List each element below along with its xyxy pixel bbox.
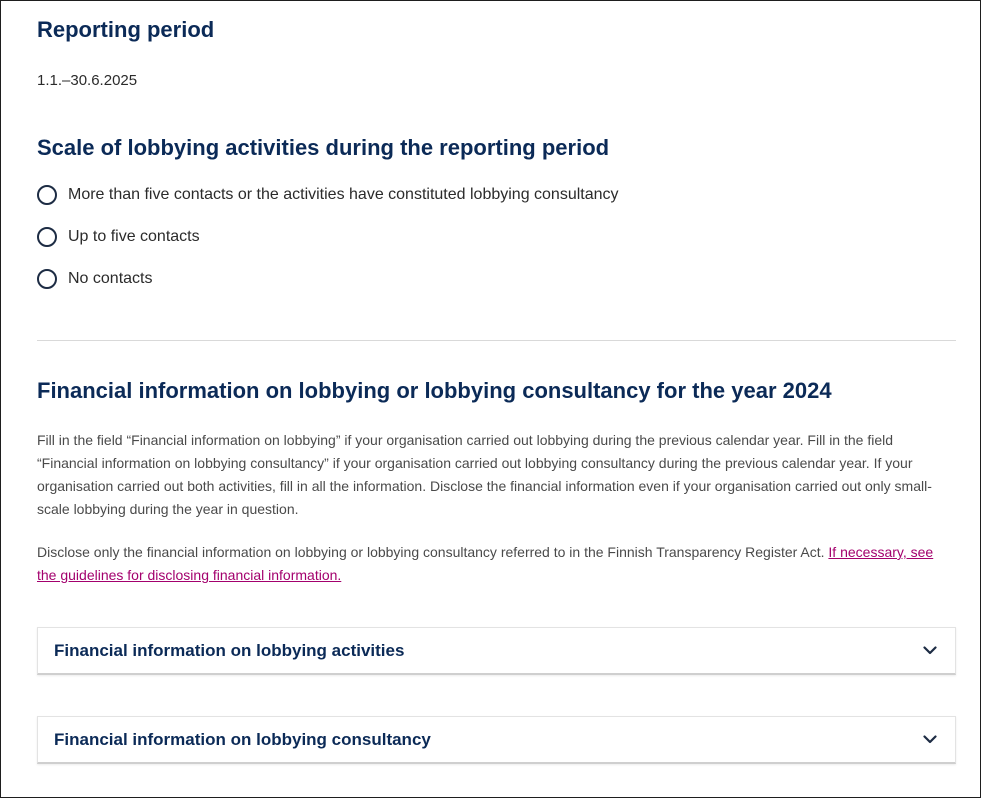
radio-option-more-than-five[interactable] [37, 183, 619, 207]
radio-option-no-contacts[interactable] [37, 267, 619, 291]
section-divider [37, 340, 956, 341]
financial-disclosure-note [37, 541, 956, 587]
accordion-lobbying-consultancy[interactable] [37, 716, 956, 764]
radio-button[interactable] [37, 269, 57, 289]
radio-label[interactable]: Up to five contacts [68, 228, 200, 245]
accordion-title[interactable]: Financial information on lobbying consultancy [54, 729, 431, 749]
radio-button[interactable] [37, 227, 57, 247]
radio-label[interactable]: More than five contacts or the activities have constituted lobbying consultancy [68, 186, 619, 203]
financial-heading: Financial information on lobbying or lobbying consultancy for the year 2024 [37, 378, 832, 403]
chevron-down-icon[interactable] [921, 642, 939, 660]
scale-heading: Scale of lobbying activities during the reporting period [37, 135, 610, 160]
scale-radio-group [37, 183, 619, 309]
accordion-lobbying-activities[interactable] [37, 627, 956, 675]
chevron-down-icon[interactable] [921, 731, 939, 749]
radio-label[interactable]: No contacts [68, 270, 153, 287]
reporting-period-value: 1.1.–30.6.2025 [37, 72, 138, 89]
radio-button[interactable] [37, 185, 57, 205]
reporting-period-heading: Reporting period [37, 17, 215, 42]
guidelines-link[interactable]: If necessary, see the guidelines for disclosing financial information. [37, 544, 934, 583]
accordion-title[interactable]: Financial information on lobbying activities [54, 640, 405, 660]
financial-instructions: Fill in the field “Financial information on lobbying” if your organisation carried out lobbying during the previous calendar year. Fill in the field “Financial information on lobbying consultancy” if your organisation carried out lobbying consultancy during the previous calendar year. If your organisation carried out both activities, fill in all the information. Disclose the financial information even if your organisation carried out only small-scale lobbying during the year in question. [37, 432, 932, 517]
disclosure-text: Disclose only the financial information on lobbying or lobbying consultancy referred to in the Finnish Transparency Register Act. [37, 544, 829, 560]
radio-option-up-to-five[interactable] [37, 225, 619, 249]
